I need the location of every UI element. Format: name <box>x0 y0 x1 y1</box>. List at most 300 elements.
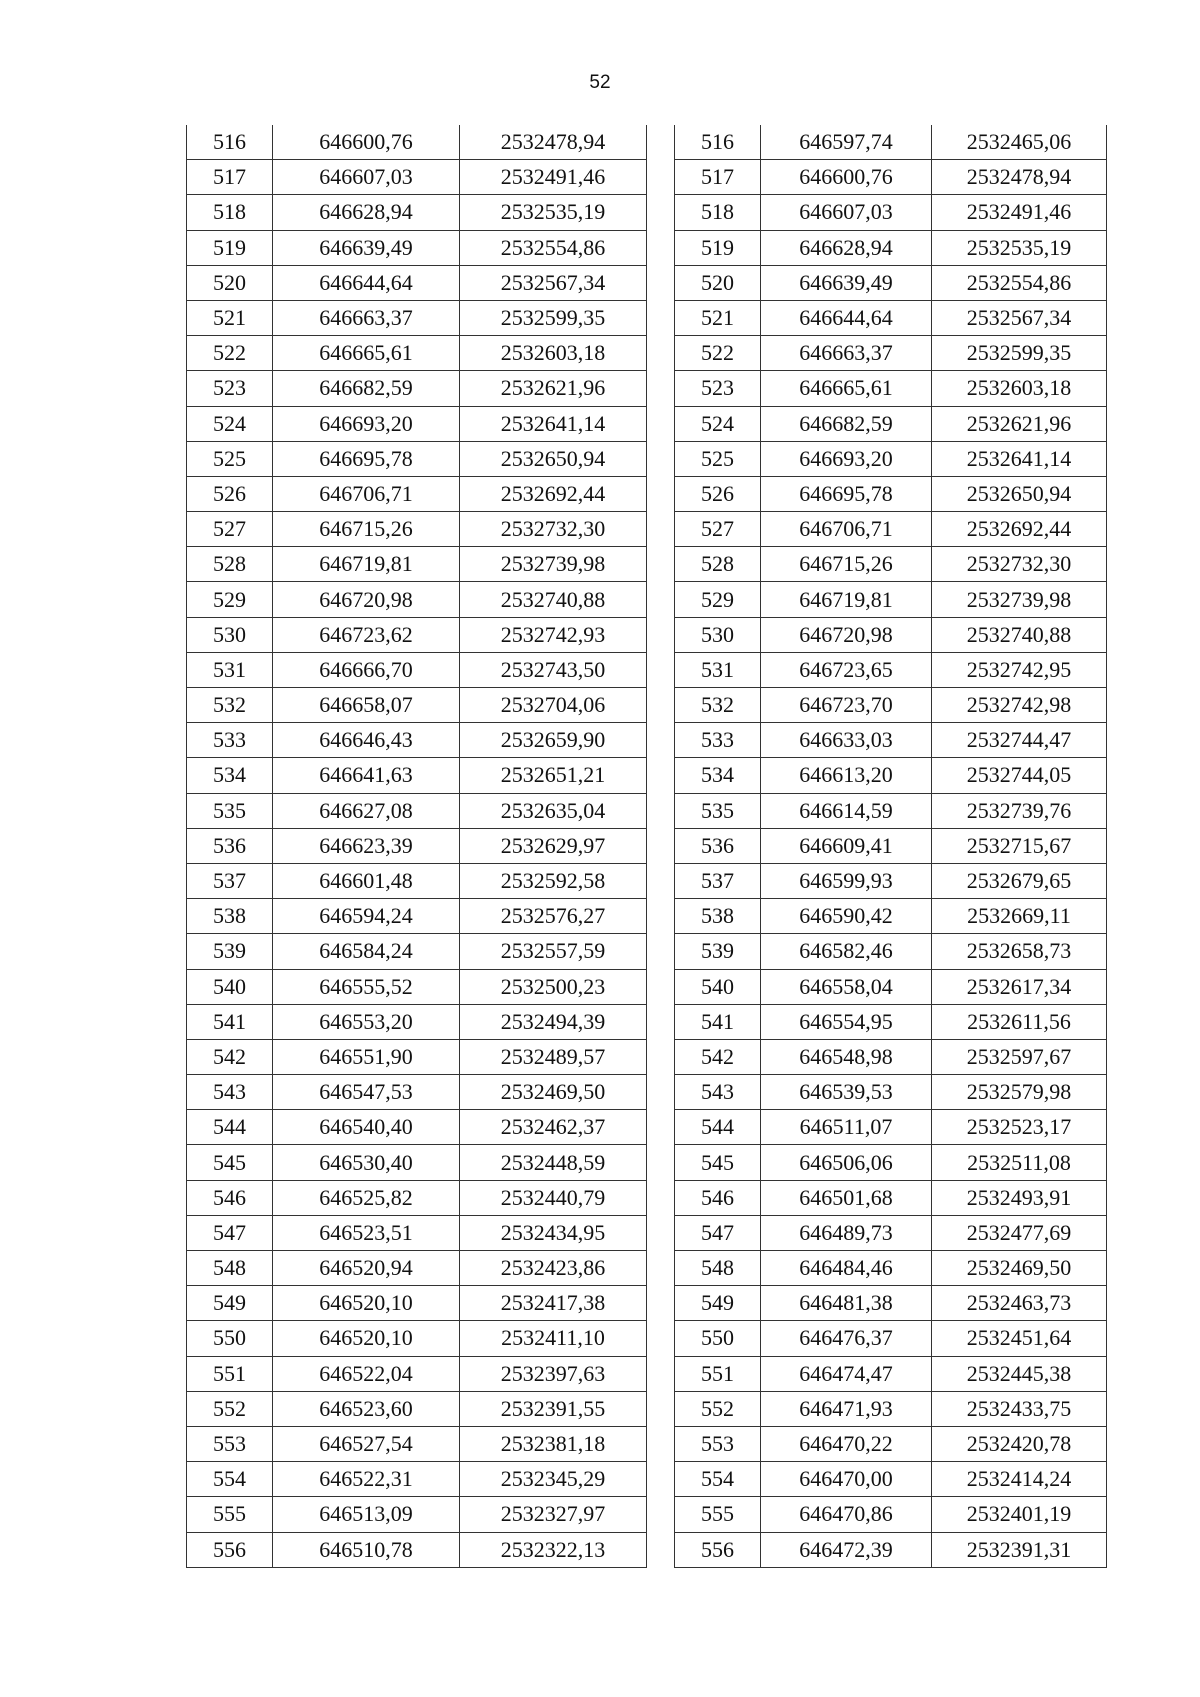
y-coordinate-cell: 2532635,04 <box>460 793 647 828</box>
x-coordinate-cell: 646607,03 <box>761 195 932 230</box>
point-number-cell: 549 <box>187 1286 273 1321</box>
x-coordinate-cell: 646523,51 <box>273 1215 460 1250</box>
y-coordinate-cell: 2532451,64 <box>932 1321 1107 1356</box>
x-coordinate-cell: 646723,70 <box>761 688 932 723</box>
point-number-cell: 551 <box>187 1356 273 1391</box>
x-coordinate-cell: 646513,09 <box>273 1497 460 1532</box>
table-row <box>675 547 1107 582</box>
point-number-cell: 532 <box>187 688 273 723</box>
point-number-cell: 516 <box>675 125 761 160</box>
point-number-cell: 554 <box>187 1462 273 1497</box>
point-number-cell: 530 <box>675 617 761 652</box>
y-coordinate-cell: 2532597,67 <box>932 1039 1107 1074</box>
y-coordinate-cell: 2532742,98 <box>932 688 1107 723</box>
x-coordinate-cell: 646693,20 <box>761 441 932 476</box>
y-coordinate-cell: 2532740,88 <box>932 617 1107 652</box>
point-number-cell: 537 <box>187 863 273 898</box>
point-number-cell: 541 <box>675 1004 761 1039</box>
y-coordinate-cell: 2532742,95 <box>932 652 1107 687</box>
x-coordinate-cell: 646470,86 <box>761 1497 932 1532</box>
x-coordinate-cell: 646609,41 <box>761 828 932 863</box>
table-row <box>187 406 647 441</box>
y-coordinate-cell: 2532744,47 <box>932 723 1107 758</box>
point-number-cell: 539 <box>675 934 761 969</box>
table-row <box>187 1426 647 1461</box>
table-row <box>675 1110 1107 1145</box>
table-row <box>187 1286 647 1321</box>
x-coordinate-cell: 646623,39 <box>273 828 460 863</box>
point-number-cell: 545 <box>187 1145 273 1180</box>
table-row <box>675 1075 1107 1110</box>
table-row <box>675 1004 1107 1039</box>
x-coordinate-cell: 646627,08 <box>273 793 460 828</box>
table-row <box>675 828 1107 863</box>
point-number-cell: 538 <box>187 899 273 934</box>
table-row <box>675 652 1107 687</box>
table-row <box>675 1039 1107 1074</box>
x-coordinate-cell: 646639,49 <box>273 230 460 265</box>
y-coordinate-cell: 2532641,14 <box>460 406 647 441</box>
point-number-cell: 525 <box>675 441 761 476</box>
x-coordinate-cell: 646481,38 <box>761 1286 932 1321</box>
y-coordinate-cell: 2532576,27 <box>460 899 647 934</box>
point-number-cell: 527 <box>675 512 761 547</box>
x-coordinate-cell: 646693,20 <box>273 406 460 441</box>
table-row <box>187 1145 647 1180</box>
table-row <box>675 1497 1107 1532</box>
x-coordinate-cell: 646530,40 <box>273 1145 460 1180</box>
x-coordinate-cell: 646682,59 <box>273 371 460 406</box>
table-row <box>187 1039 647 1074</box>
y-coordinate-cell: 2532704,06 <box>460 688 647 723</box>
y-coordinate-cell: 2532511,08 <box>932 1145 1107 1180</box>
table-row <box>675 195 1107 230</box>
table-row <box>675 230 1107 265</box>
y-coordinate-cell: 2532669,11 <box>932 899 1107 934</box>
point-number-cell: 533 <box>187 723 273 758</box>
point-number-cell: 521 <box>187 300 273 335</box>
y-coordinate-cell: 2532611,56 <box>932 1004 1107 1039</box>
x-coordinate-cell: 646607,03 <box>273 160 460 195</box>
x-coordinate-cell: 646522,31 <box>273 1462 460 1497</box>
y-coordinate-cell: 2532381,18 <box>460 1426 647 1461</box>
y-coordinate-cell: 2532469,50 <box>460 1075 647 1110</box>
table-row <box>675 617 1107 652</box>
point-number-cell: 541 <box>187 1004 273 1039</box>
x-coordinate-cell: 646695,78 <box>273 441 460 476</box>
x-coordinate-cell: 646597,74 <box>761 125 932 160</box>
point-number-cell: 555 <box>187 1497 273 1532</box>
table-row <box>187 336 647 371</box>
point-number-cell: 536 <box>675 828 761 863</box>
x-coordinate-cell: 646582,46 <box>761 934 932 969</box>
table-row <box>675 969 1107 1004</box>
point-number-cell: 528 <box>675 547 761 582</box>
x-coordinate-cell: 646470,22 <box>761 1426 932 1461</box>
point-number-cell: 551 <box>675 1356 761 1391</box>
x-coordinate-cell: 646644,64 <box>273 265 460 300</box>
table-row <box>675 160 1107 195</box>
table-row <box>187 1391 647 1426</box>
y-coordinate-cell: 2532739,98 <box>460 547 647 582</box>
point-number-cell: 531 <box>675 652 761 687</box>
y-coordinate-cell: 2532462,37 <box>460 1110 647 1145</box>
x-coordinate-cell: 646510,78 <box>273 1532 460 1567</box>
point-number-cell: 517 <box>187 160 273 195</box>
x-coordinate-cell: 646484,46 <box>761 1251 932 1286</box>
table-row <box>187 758 647 793</box>
x-coordinate-cell: 646547,53 <box>273 1075 460 1110</box>
x-coordinate-cell: 646472,39 <box>761 1532 932 1567</box>
point-number-cell: 543 <box>187 1075 273 1110</box>
x-coordinate-cell: 646628,94 <box>273 195 460 230</box>
y-coordinate-cell: 2532743,50 <box>460 652 647 687</box>
table-row <box>187 723 647 758</box>
x-coordinate-cell: 646706,71 <box>273 476 460 511</box>
table-row <box>675 758 1107 793</box>
table-row <box>187 160 647 195</box>
y-coordinate-cell: 2532440,79 <box>460 1180 647 1215</box>
y-coordinate-cell: 2532345,29 <box>460 1462 647 1497</box>
x-coordinate-cell: 646520,10 <box>273 1321 460 1356</box>
x-coordinate-cell: 646511,07 <box>761 1110 932 1145</box>
y-coordinate-cell: 2532411,10 <box>460 1321 647 1356</box>
x-coordinate-cell: 646663,37 <box>761 336 932 371</box>
point-number-cell: 542 <box>675 1039 761 1074</box>
y-coordinate-cell: 2532420,78 <box>932 1426 1107 1461</box>
x-coordinate-cell: 646663,37 <box>273 300 460 335</box>
point-number-cell: 540 <box>187 969 273 1004</box>
x-coordinate-cell: 646476,37 <box>761 1321 932 1356</box>
y-coordinate-cell: 2532327,97 <box>460 1497 647 1532</box>
table-row <box>675 476 1107 511</box>
point-number-cell: 552 <box>187 1391 273 1426</box>
y-coordinate-cell: 2532554,86 <box>460 230 647 265</box>
table-row <box>187 441 647 476</box>
point-number-cell: 521 <box>675 300 761 335</box>
table-row <box>187 793 647 828</box>
point-number-cell: 533 <box>675 723 761 758</box>
x-coordinate-cell: 646600,76 <box>273 125 460 160</box>
table-row <box>675 406 1107 441</box>
point-number-cell: 527 <box>187 512 273 547</box>
table-row <box>675 863 1107 898</box>
point-number-cell: 548 <box>675 1251 761 1286</box>
y-coordinate-cell: 2532469,50 <box>932 1251 1107 1286</box>
x-coordinate-cell: 646489,73 <box>761 1215 932 1250</box>
table-row <box>187 300 647 335</box>
table-row <box>187 969 647 1004</box>
x-coordinate-cell: 646551,90 <box>273 1039 460 1074</box>
x-coordinate-cell: 646506,06 <box>761 1145 932 1180</box>
y-coordinate-cell: 2532414,24 <box>932 1462 1107 1497</box>
y-coordinate-cell: 2532478,94 <box>460 125 647 160</box>
point-number-cell: 544 <box>187 1110 273 1145</box>
table-row <box>675 265 1107 300</box>
x-coordinate-cell: 646665,61 <box>273 336 460 371</box>
table-row <box>187 1180 647 1215</box>
table-row <box>187 934 647 969</box>
x-coordinate-cell: 646501,68 <box>761 1180 932 1215</box>
x-coordinate-cell: 646548,98 <box>761 1039 932 1074</box>
table-row <box>675 300 1107 335</box>
table-row <box>187 1110 647 1145</box>
point-number-cell: 554 <box>675 1462 761 1497</box>
table-row <box>187 828 647 863</box>
x-coordinate-cell: 646641,63 <box>273 758 460 793</box>
table-row <box>187 1532 647 1567</box>
point-number-cell: 536 <box>187 828 273 863</box>
table-row <box>675 441 1107 476</box>
table-row <box>187 652 647 687</box>
x-coordinate-cell: 646471,93 <box>761 1391 932 1426</box>
table-row <box>187 688 647 723</box>
x-coordinate-cell: 646723,65 <box>761 652 932 687</box>
table-row <box>187 1356 647 1391</box>
y-coordinate-cell: 2532621,96 <box>932 406 1107 441</box>
x-coordinate-cell: 646540,40 <box>273 1110 460 1145</box>
y-coordinate-cell: 2532732,30 <box>932 547 1107 582</box>
point-number-cell: 516 <box>187 125 273 160</box>
point-number-cell: 556 <box>187 1532 273 1567</box>
x-coordinate-cell: 646558,04 <box>761 969 932 1004</box>
x-coordinate-cell: 646584,24 <box>273 934 460 969</box>
table-row <box>675 1145 1107 1180</box>
point-number-cell: 535 <box>187 793 273 828</box>
point-number-cell: 523 <box>187 371 273 406</box>
point-number-cell: 553 <box>675 1426 761 1461</box>
point-number-cell: 556 <box>675 1532 761 1567</box>
table-row <box>675 723 1107 758</box>
table-row <box>675 688 1107 723</box>
table-row <box>675 1215 1107 1250</box>
point-number-cell: 523 <box>675 371 761 406</box>
y-coordinate-cell: 2532658,73 <box>932 934 1107 969</box>
y-coordinate-cell: 2532500,23 <box>460 969 647 1004</box>
table-row <box>675 1426 1107 1461</box>
y-coordinate-cell: 2532417,38 <box>460 1286 647 1321</box>
table-row <box>187 195 647 230</box>
table-row <box>675 371 1107 406</box>
x-coordinate-cell: 646470,00 <box>761 1462 932 1497</box>
y-coordinate-cell: 2532554,86 <box>932 265 1107 300</box>
point-number-cell: 529 <box>187 582 273 617</box>
y-coordinate-cell: 2532679,65 <box>932 863 1107 898</box>
y-coordinate-cell: 2532535,19 <box>460 195 647 230</box>
y-coordinate-cell: 2532641,14 <box>932 441 1107 476</box>
point-number-cell: 542 <box>187 1039 273 1074</box>
point-number-cell: 530 <box>187 617 273 652</box>
table-row <box>187 1075 647 1110</box>
table-row <box>675 1356 1107 1391</box>
x-coordinate-cell: 646520,10 <box>273 1286 460 1321</box>
x-coordinate-cell: 646525,82 <box>273 1180 460 1215</box>
table-row <box>187 371 647 406</box>
point-number-cell: 526 <box>187 476 273 511</box>
x-coordinate-cell: 646646,43 <box>273 723 460 758</box>
x-coordinate-cell: 646658,07 <box>273 688 460 723</box>
point-number-cell: 552 <box>675 1391 761 1426</box>
table-row <box>675 793 1107 828</box>
table-row <box>187 899 647 934</box>
page-number: 52 <box>589 72 611 93</box>
y-coordinate-cell: 2532463,73 <box>932 1286 1107 1321</box>
y-coordinate-cell: 2532567,34 <box>932 300 1107 335</box>
table-row <box>675 1286 1107 1321</box>
table-row <box>187 1251 647 1286</box>
table-row <box>675 1391 1107 1426</box>
y-coordinate-cell: 2532523,17 <box>932 1110 1107 1145</box>
x-coordinate-cell: 646644,64 <box>761 300 932 335</box>
point-number-cell: 524 <box>675 406 761 441</box>
point-number-cell: 547 <box>187 1215 273 1250</box>
point-number-cell: 528 <box>187 547 273 582</box>
y-coordinate-cell: 2532391,55 <box>460 1391 647 1426</box>
y-coordinate-cell: 2532423,86 <box>460 1251 647 1286</box>
x-coordinate-cell: 646594,24 <box>273 899 460 934</box>
table-row <box>187 1215 647 1250</box>
point-number-cell: 547 <box>675 1215 761 1250</box>
point-number-cell: 517 <box>675 160 761 195</box>
point-number-cell: 534 <box>187 758 273 793</box>
point-number-cell: 522 <box>675 336 761 371</box>
point-number-cell: 518 <box>187 195 273 230</box>
point-number-cell: 555 <box>675 1497 761 1532</box>
y-coordinate-cell: 2532445,38 <box>932 1356 1107 1391</box>
y-coordinate-cell: 2532603,18 <box>460 336 647 371</box>
y-coordinate-cell: 2532744,05 <box>932 758 1107 793</box>
x-coordinate-cell: 646633,03 <box>761 723 932 758</box>
table-row <box>675 1321 1107 1356</box>
point-number-cell: 545 <box>675 1145 761 1180</box>
point-number-cell: 546 <box>675 1180 761 1215</box>
x-coordinate-cell: 646590,42 <box>761 899 932 934</box>
point-number-cell: 553 <box>187 1426 273 1461</box>
y-coordinate-cell: 2532603,18 <box>932 371 1107 406</box>
y-coordinate-cell: 2532617,34 <box>932 969 1107 1004</box>
y-coordinate-cell: 2532448,59 <box>460 1145 647 1180</box>
point-number-cell: 540 <box>675 969 761 1004</box>
y-coordinate-cell: 2532742,93 <box>460 617 647 652</box>
x-coordinate-cell: 646665,61 <box>761 371 932 406</box>
table-row <box>675 125 1107 160</box>
table-row <box>675 512 1107 547</box>
x-coordinate-cell: 646695,78 <box>761 476 932 511</box>
table-row <box>675 1180 1107 1215</box>
x-coordinate-cell: 646601,48 <box>273 863 460 898</box>
y-coordinate-cell: 2532401,19 <box>932 1497 1107 1532</box>
point-number-cell: 518 <box>675 195 761 230</box>
y-coordinate-cell: 2532599,35 <box>932 336 1107 371</box>
coordinates-table-right <box>674 125 1107 1568</box>
y-coordinate-cell: 2532621,96 <box>460 371 647 406</box>
table-row <box>187 265 647 300</box>
y-coordinate-cell: 2532567,34 <box>460 265 647 300</box>
x-coordinate-cell: 646613,20 <box>761 758 932 793</box>
table-row <box>675 1532 1107 1567</box>
point-number-cell: 520 <box>187 265 273 300</box>
table-row <box>187 512 647 547</box>
x-coordinate-cell: 646474,47 <box>761 1356 932 1391</box>
y-coordinate-cell: 2532478,94 <box>932 160 1107 195</box>
point-number-cell: 519 <box>675 230 761 265</box>
y-coordinate-cell: 2532592,58 <box>460 863 647 898</box>
y-coordinate-cell: 2532433,75 <box>932 1391 1107 1426</box>
y-coordinate-cell: 2532715,67 <box>932 828 1107 863</box>
y-coordinate-cell: 2532494,39 <box>460 1004 647 1039</box>
point-number-cell: 525 <box>187 441 273 476</box>
table-row <box>187 1321 647 1356</box>
point-number-cell: 531 <box>187 652 273 687</box>
y-coordinate-cell: 2532477,69 <box>932 1215 1107 1250</box>
y-coordinate-cell: 2532322,13 <box>460 1532 647 1567</box>
y-coordinate-cell: 2532732,30 <box>460 512 647 547</box>
table-row <box>187 476 647 511</box>
x-coordinate-cell: 646527,54 <box>273 1426 460 1461</box>
table-row <box>187 547 647 582</box>
point-number-cell: 526 <box>675 476 761 511</box>
y-coordinate-cell: 2532740,88 <box>460 582 647 617</box>
y-coordinate-cell: 2532434,95 <box>460 1215 647 1250</box>
x-coordinate-cell: 646554,95 <box>761 1004 932 1039</box>
table-row <box>675 1251 1107 1286</box>
y-coordinate-cell: 2532397,63 <box>460 1356 647 1391</box>
point-number-cell: 537 <box>675 863 761 898</box>
y-coordinate-cell: 2532692,44 <box>932 512 1107 547</box>
table-row <box>675 582 1107 617</box>
y-coordinate-cell: 2532557,59 <box>460 934 647 969</box>
x-coordinate-cell: 646614,59 <box>761 793 932 828</box>
x-coordinate-cell: 646628,94 <box>761 230 932 265</box>
y-coordinate-cell: 2532535,19 <box>932 230 1107 265</box>
table-row <box>187 1497 647 1532</box>
x-coordinate-cell: 646723,62 <box>273 617 460 652</box>
x-coordinate-cell: 646706,71 <box>761 512 932 547</box>
table-row <box>675 899 1107 934</box>
point-number-cell: 534 <box>675 758 761 793</box>
x-coordinate-cell: 646639,49 <box>761 265 932 300</box>
x-coordinate-cell: 646600,76 <box>761 160 932 195</box>
x-coordinate-cell: 646682,59 <box>761 406 932 441</box>
y-coordinate-cell: 2532493,91 <box>932 1180 1107 1215</box>
point-number-cell: 543 <box>675 1075 761 1110</box>
x-coordinate-cell: 646539,53 <box>761 1075 932 1110</box>
point-number-cell: 548 <box>187 1251 273 1286</box>
x-coordinate-cell: 646553,20 <box>273 1004 460 1039</box>
x-coordinate-cell: 646599,93 <box>761 863 932 898</box>
table-row <box>675 1462 1107 1497</box>
point-number-cell: 520 <box>675 265 761 300</box>
y-coordinate-cell: 2532651,21 <box>460 758 647 793</box>
x-coordinate-cell: 646522,04 <box>273 1356 460 1391</box>
table-row <box>187 617 647 652</box>
point-number-cell: 529 <box>675 582 761 617</box>
x-coordinate-cell: 646715,26 <box>273 512 460 547</box>
table-row <box>187 1004 647 1039</box>
y-coordinate-cell: 2532599,35 <box>460 300 647 335</box>
table-row <box>187 582 647 617</box>
x-coordinate-cell: 646666,70 <box>273 652 460 687</box>
table-row <box>187 230 647 265</box>
x-coordinate-cell: 646555,52 <box>273 969 460 1004</box>
y-coordinate-cell: 2532692,44 <box>460 476 647 511</box>
y-coordinate-cell: 2532739,76 <box>932 793 1107 828</box>
y-coordinate-cell: 2532739,98 <box>932 582 1107 617</box>
y-coordinate-cell: 2532579,98 <box>932 1075 1107 1110</box>
table-row <box>187 1462 647 1497</box>
y-coordinate-cell: 2532629,97 <box>460 828 647 863</box>
x-coordinate-cell: 646520,94 <box>273 1251 460 1286</box>
